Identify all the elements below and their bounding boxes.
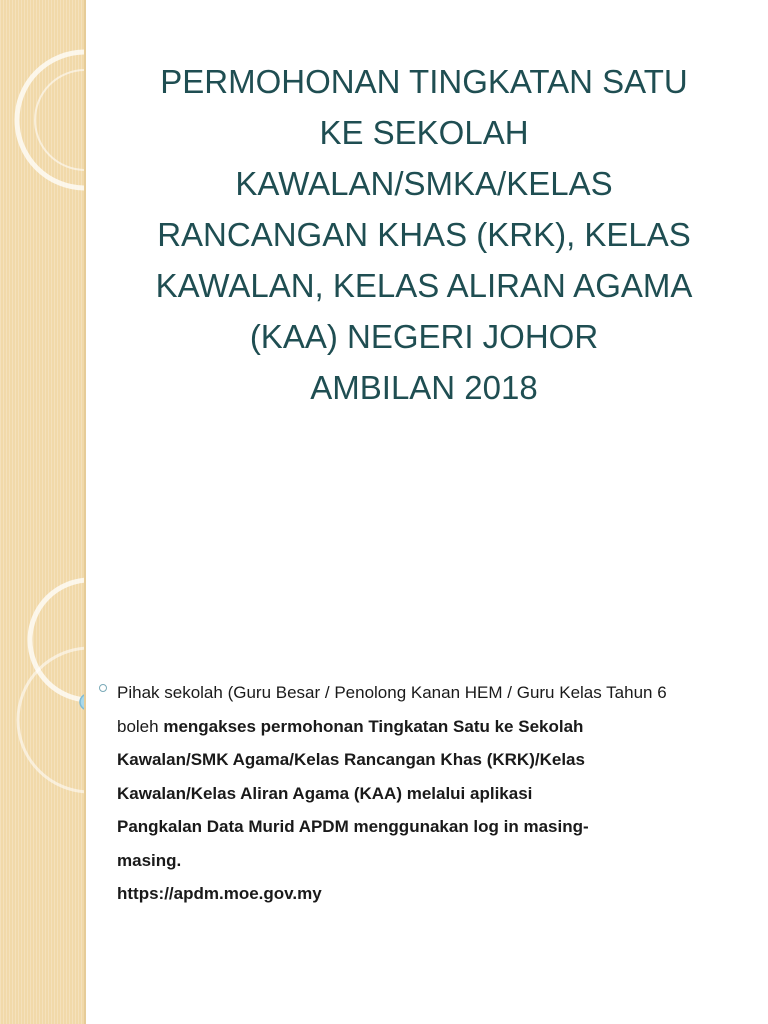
title-line: KAWALAN/SMKA/KELAS: [235, 165, 613, 202]
slide-title: [96, 56, 752, 413]
title-line: (KAA) NEGERI JOHOR: [249, 318, 599, 355]
body-line: Pihak sekolah (Guru Besar / Penolong Kanan HEM / Guru Kelas Tahun 6: [117, 683, 667, 702]
title-line: KAWALAN, KELAS ALIRAN AGAMA: [155, 267, 693, 304]
title-line: RANCANGAN KHAS (KRK), KELAS: [157, 216, 691, 253]
decorative-circles: [0, 0, 84, 1024]
bullet-paragraph: [117, 676, 747, 911]
title-line: KE SEKOLAH: [319, 114, 529, 151]
decorative-side-band: [0, 0, 86, 1024]
body-plain-text: boleh: [117, 716, 164, 736]
bullet-icon: [99, 684, 107, 692]
body-bold-text: mengakses permohonan Tingkatan Satu ke Sekolah: [163, 716, 584, 736]
body-line: [117, 810, 747, 844]
url-link[interactable]: [117, 877, 747, 911]
title-line: AMBILAN 2018: [310, 369, 538, 406]
body-bold-text: Pangkalan Data Murid APDM menggunakan log in masing-: [117, 817, 589, 836]
url-text[interactable]: https://apdm.moe.gov.my: [117, 884, 322, 903]
title-line: PERMOHONAN TINGKATAN SATU: [160, 63, 688, 100]
body-line: [117, 777, 747, 811]
body-line: [117, 743, 747, 777]
body-line: [117, 710, 747, 744]
body-bold-text: Kawalan/Kelas Aliran Agama (KAA) melalui aplikasi: [117, 783, 533, 803]
body-bold-text: Kawalan/SMK Agama/Kelas Rancangan Khas (KRK)/Kelas: [117, 750, 585, 769]
body-bold-text: masing.: [117, 850, 182, 870]
body-line: [117, 844, 747, 878]
